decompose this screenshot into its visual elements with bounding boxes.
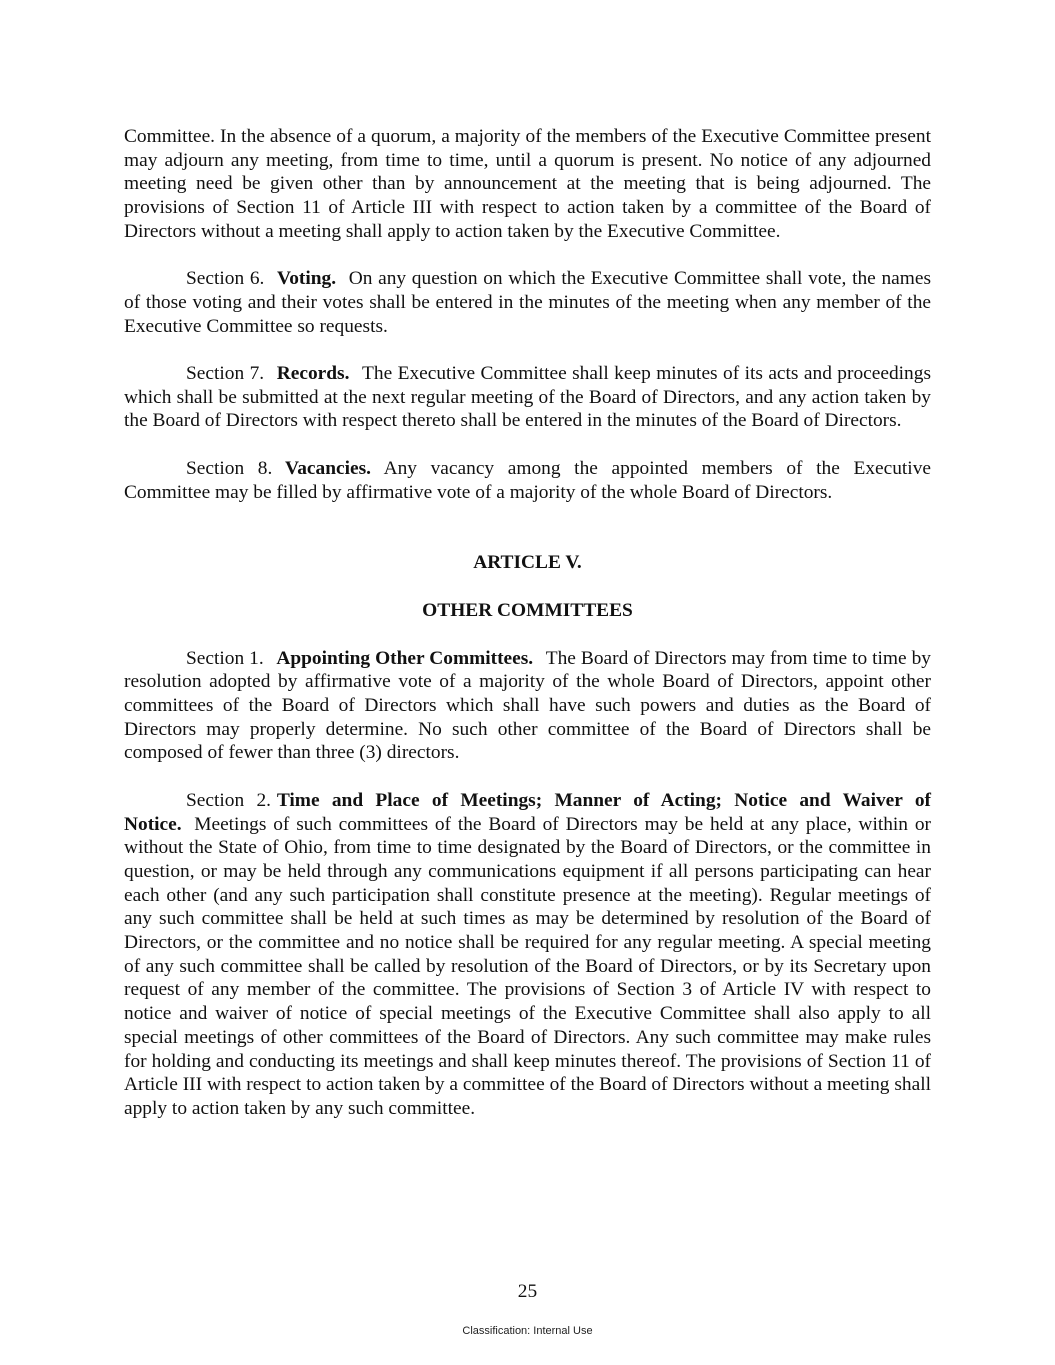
section-body: The Board of Directors may from time to time by resolution adopted by affirmative vote of a majority of the whole Board of Directors, appoint other committees of the Board of Directors which shall have such powers and duties as the Board of Directors may properly determine. No such other committee of the Board of Directors shall be composed of fewer than three (3) directors. [124, 647, 931, 764]
section-8-paragraph [124, 457, 931, 504]
article-v-section-2-paragraph [124, 789, 931, 1121]
classification-label: Classification: Internal Use [462, 1325, 593, 1337]
section-7-paragraph [124, 362, 931, 433]
page-number: 25 [517, 1281, 538, 1302]
section-title: Records. [276, 363, 350, 384]
article-heading: ARTICLE V. [473, 552, 582, 574]
document-page [124, 125, 931, 1144]
section-body: Any vacancy among the appointed members of the Executive Committee may be filled by affirmative vote of a majority of the whole Board of Directors. [124, 457, 931, 503]
section-body: The Executive Committee shall keep minutes of its acts and proceedings which shall be submitted at the next regular meeting of the Board of Directors, and any action taken by the Board of Directors with respect thereto shall be entered in the minutes of the Board of Directors. [124, 363, 931, 432]
section-body: Meetings of such committees of the Board of Directors may be held at any place, within or without the State of Ohio, from time to time designated by the Board of Directors, or the committee in question, or may be held through any communications equipment if all persons participating can hear each other (and any such participation shall constitute presence at the meeting). Regular meetings of any such committee shall be held at such times as may be determined by resolution of the Board of Directors, or the committee and no notice shall be required for any regular meeting. A special meeting of any such committee shall be called by resolution of the Board of Directors, or by its Secretary upon request of any member of the committee. The provisions of Section 3 of Article IV with respect to notice and waiver of notice of special meetings of the Executive Committee shall also apply to all special meetings of other committees of the Board of Directors. Any such committee may make rules for holding and conducting its meetings and shall keep minutes thereof. The provisions of Section 11 of Article III with respect to action taken by a committee of the Board of Directors without a meeting shall apply to action taken by any such committee. [124, 813, 931, 1119]
section-title: Appointing Other Committees. [276, 647, 534, 669]
opening-paragraph: Committee. In the absence of a quorum, a majority of the members of the Executive Committee present may adjourn any meeting, from time to time, until a quorum is present. No notice of any adjourned meeting need be given other than by announcement at the meeting that is being adjourned. The provisions of Section 11 of Article III with respect to action taken by a committee of the Board of Directors without a meeting shall apply to action taken by the Executive Committee. [124, 126, 931, 242]
section-6-paragraph [124, 267, 931, 338]
article-v-section-1-paragraph [124, 647, 931, 766]
section-number: Section 1. [186, 647, 264, 669]
section-number: Section 6. [186, 268, 265, 290]
section-body: On any question on which the Executive Committee shall vote, the names of those voting and their votes shall be entered in the minutes of the meeting when any member of the Executive Committee so requests. [124, 268, 931, 337]
section-number: Section 8. [186, 457, 273, 479]
section-title: Voting. [277, 268, 337, 290]
article-subheading: OTHER COMMITTEES [422, 599, 633, 621]
section-title: Vacancies. [284, 457, 371, 479]
section-number: Section 2. [186, 789, 272, 811]
section-number: Section 7. [186, 363, 265, 384]
section-title: Time and Place of Meetings; Manner of Acting; Notice and Waiver of Notice. [124, 789, 931, 835]
